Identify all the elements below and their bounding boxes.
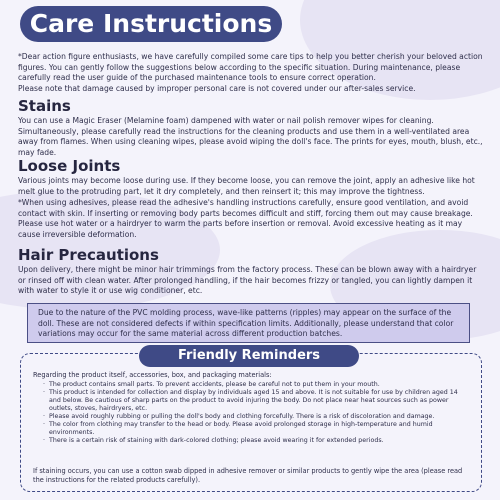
reminders-footer: If staining occurs, you can use a cotton swab dipped in adhesive remover or similar products to gently wipe the area (please read the instructions for the related products carefully).	[33, 467, 463, 484]
page-title: Care Instructions	[20, 6, 282, 42]
pvc-notice-box: Due to the nature of the PVC molding process, wave-like patterns (ripples) may appear on the surface of the doll. These are not considered defects if within specification limits. Additionally, please understand that color variations may occur for the same material across different production batches.	[27, 303, 470, 343]
reminder-item: · There is a certain risk of staining with dark-colored clothing; please avoid wearing it for extended periods.	[43, 437, 471, 445]
reminder-item: · The color from clothing may transfer to the head or body. Please avoid prolonged storage in high-temperature and humid environments.	[43, 421, 471, 437]
stains-heading: Stains	[18, 97, 71, 115]
friendly-reminders-title: Friendly Reminders	[139, 345, 359, 367]
loose-joints-note: *When using adhesives, please read the adhesive's handling instructions carefully, ensure good ventilation, and avoid contact with skin. If inserting or removing body parts becomes difficult and stiff, forcing them out may cause breakage. Please use hot water or a hairdryer to warm the parts before insertion or removal. Avoid excessive heating as it may cause irreversible deformation.	[18, 198, 473, 239]
hair-precautions-heading: Hair Precautions	[18, 246, 159, 264]
reminder-item: · This product is intended for collection and display by individuals aged 15 and above. It is not suitable for use by children aged 14 and below. Be cautious of sharp parts on the product to avoid injuring the body. Do not place near heat sources such as power outlets, stoves, hairdryers, etc.	[43, 389, 471, 413]
reminders-lead: Regarding the product itself, accessories, box, and packaging materials:	[33, 371, 272, 379]
hair-precautions-paragraph: Upon delivery, there might be minor hair trimmings from the factory process. These can be blown away with a hairdryer or rinsed off with clean water. After prolonged handling, if the hair becomes frizzy or tangled, you can lightly dampen it with water to style it or use wig conditioner, etc.	[18, 265, 477, 296]
reminder-item: · The product contains small parts. To prevent accidents, please be careful not to put them in your mouth.	[43, 381, 471, 389]
disclaimer-paragraph: Please note that damage caused by improper personal care is not covered under our after-sales service.	[18, 84, 416, 93]
reminders-list	[43, 381, 471, 445]
friendly-reminders-box	[20, 348, 482, 492]
loose-joints-heading: Loose Joints	[18, 157, 121, 175]
loose-joints-paragraph: Various joints may become loose during use. If they become loose, you can remove the joint, apply an adhesive like hot melt glue to the protruding part, let it dry completely, and then reinsert it; this may improve the tightness.	[18, 176, 475, 196]
reminder-item: · Please avoid roughly rubbing or pulling the doll's body and clothing forcefully. There is a risk of discoloration and damage.	[43, 413, 471, 421]
stains-paragraph: You can use a Magic Eraser (Melamine foam) dampened with water or nail polish remover wipes for cleaning. Simultaneously, please carefully read the instructions for the cleaning products and use them in a well-ventilated area away from flames. When using cleaning wipes, please avoid wiping the doll's face. The prints for eyes, mouth, blush, etc., may fade.	[18, 116, 483, 157]
intro-paragraph: *Dear action figure enthusiasts, we have carefully compiled some care tips to help you better cherish your beloved action figures. You can gently follow the suggestions below according to the specific situation. During maintenance, please carefully read the user guide of the purchased maintenance tools to ensure correct operation.	[18, 52, 483, 83]
